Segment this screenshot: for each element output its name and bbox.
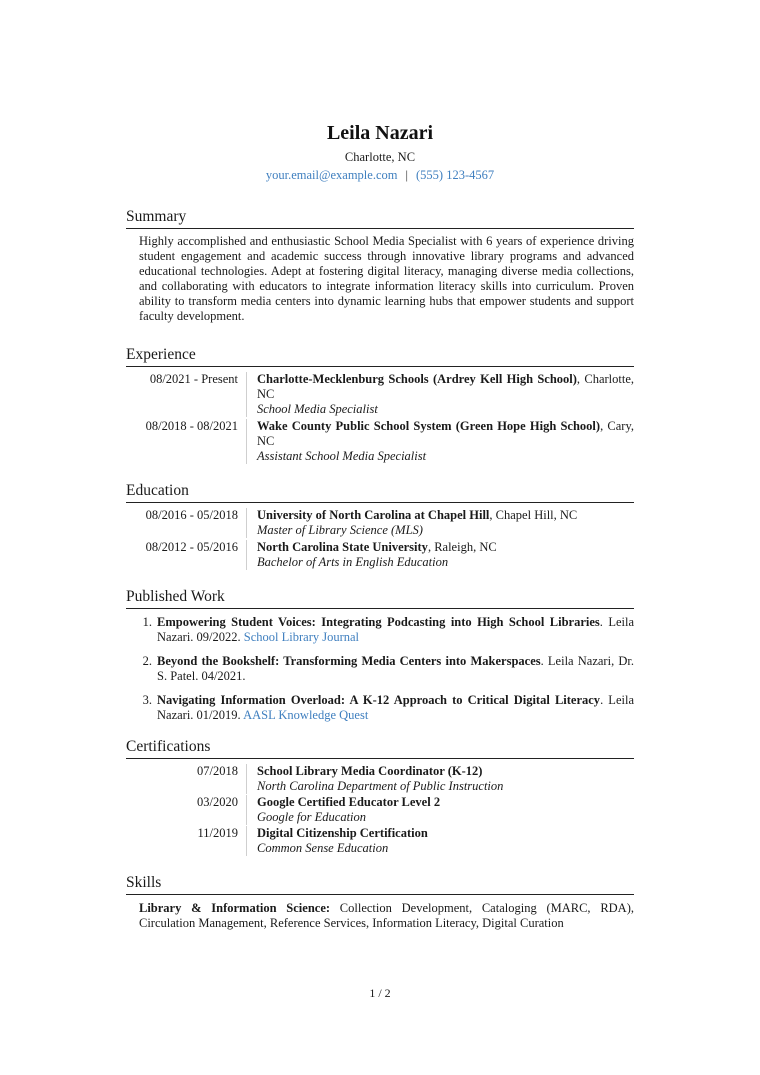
publication-text: [157, 615, 634, 645]
publication-title: Empowering Student Voices: Integrating Podcasting into High School Libraries: [157, 615, 600, 629]
entry-date: 03/2020: [197, 795, 238, 809]
entry-body: [246, 826, 634, 856]
skills-section: [126, 874, 634, 931]
publication-details: . Leila Nazari. 09/2022.: [157, 615, 634, 644]
entry-degree: Bachelor of Arts in English Education: [257, 555, 449, 569]
entry-body: [246, 795, 634, 825]
certification-name: Digital Citizenship Certification: [257, 826, 428, 840]
experience-section: [126, 346, 634, 464]
certification-name: Google Certified Educator Level 2: [257, 795, 441, 809]
entry-body: North Carolina State University, Raleigh, NC Bachelor of Arts in English Education: [246, 540, 634, 570]
page-number: 1 / 2: [369, 986, 391, 1000]
candidate-location: Charlotte, NC: [344, 150, 416, 164]
section-title-skills: Skills: [126, 874, 634, 895]
skills-list: Collection Development, Cataloging (MARC, RDA), Circulation Management, Reference Services, Information Literacy, Digital Curation: [139, 901, 634, 930]
entry-role: Assistant School Media Specialist: [257, 449, 427, 463]
entry-date: 08/2021 - Present: [149, 372, 238, 386]
section-title-summary: Summary: [126, 208, 634, 229]
entry-body: Charlotte-Mecklenburg Schools (Ardrey Kell High School), Charlotte, NC School Media Specialist: [246, 372, 634, 417]
publication-item: [126, 693, 634, 723]
publication-number: 3.: [142, 693, 152, 707]
experience-entry: [126, 419, 634, 464]
publication-number: 1.: [142, 615, 152, 629]
certification-entry: [126, 795, 634, 825]
certification-issuer: Common Sense Education: [257, 841, 389, 855]
section-title-publications: Published Work: [126, 588, 634, 609]
section-title-certifications: Certifications: [126, 738, 634, 759]
certification-issuer: North Carolina Department of Public Instruction: [257, 779, 504, 793]
experience-entry: [126, 372, 634, 417]
entry-organization: North Carolina State University: [257, 540, 428, 554]
publication-venue-link[interactable]: AASL Knowledge Quest: [243, 708, 369, 722]
publication-title: Beyond the Bookshelf: Transforming Media Centers into Makerspaces: [157, 654, 541, 668]
entry-location: Cary, NC: [257, 419, 635, 448]
entry-degree: Master of Library Science (MLS): [257, 523, 423, 537]
entry-location: Chapel Hill, NC: [495, 508, 578, 522]
entry-location: Charlotte, NC: [257, 372, 634, 401]
publication-text: [157, 693, 634, 723]
entry-body: University of North Carolina at Chapel Hill, Chapel Hill, NC Master of Library Science (MLS): [246, 508, 634, 538]
publication-details: . Leila Nazari, Dr. S. Patel. 04/2021.: [157, 654, 634, 683]
entry-body: Wake County Public School System (Green Hope High School), Cary, NC Assistant School Media Specialist: [246, 419, 634, 464]
entry-date: 08/2012 - 05/2016: [145, 540, 238, 554]
entry-body: [246, 764, 634, 794]
entry-organization: Charlotte-Mecklenburg Schools (Ardrey Kell High School): [257, 372, 577, 386]
entry-location: Raleigh, NC: [434, 540, 497, 554]
certifications-section: [126, 738, 634, 856]
education-entry: [126, 540, 634, 570]
entry-date: 08/2018 - 08/2021: [145, 419, 238, 433]
publication-title: Navigating Information Overload: A K-12 Approach to Critical Digital Literacy: [157, 693, 601, 707]
skills-text: [139, 901, 634, 931]
publication-text: [157, 654, 634, 684]
entry-organization: Wake County Public School System (Green Hope High School): [257, 419, 601, 433]
certification-entry: [126, 764, 634, 794]
publication-venue-link[interactable]: School Library Journal: [243, 630, 360, 644]
entry-date: 08/2016 - 05/2018: [145, 508, 238, 522]
publication-list: [126, 615, 634, 723]
education-section: [126, 482, 634, 570]
publication-item: [126, 654, 634, 684]
publications-section: [126, 588, 634, 723]
contact-line: [126, 166, 634, 184]
entry-organization: University of North Carolina at Chapel Hill: [257, 508, 490, 522]
certification-name: School Library Media Coordinator (K-12): [257, 764, 483, 778]
candidate-name: Leila Nazari: [326, 122, 434, 144]
section-title-education: Education: [126, 482, 634, 503]
summary-section: [126, 208, 634, 324]
publication-item: [126, 615, 634, 645]
education-entry: [126, 508, 634, 538]
skills-category-label: Library & Information Science:: [139, 901, 331, 915]
email-link[interactable]: your.email@example.com: [265, 168, 398, 182]
contact-separator: |: [405, 168, 408, 182]
entry-role: School Media Specialist: [257, 402, 378, 416]
phone-link[interactable]: (555) 123-4567: [416, 168, 495, 182]
certification-entry: [126, 826, 634, 856]
publication-number: 2.: [142, 654, 152, 668]
summary-text: Highly accomplished and enthusiastic School Media Specialist with 6 years of experience driving student engagement and academic success through innovative library programs and advanced educational technologies. Adept at fostering digital literacy, managing diverse media collections, and collaborating with educators to integrate information literacy skills into curriculum. Proven ability to transform media centers into dynamic learning hubs that empower students and support faculty development.: [139, 234, 634, 323]
resume-header: [126, 0, 634, 184]
section-title-experience: Experience: [126, 346, 634, 367]
entry-date: 07/2018: [197, 764, 238, 778]
entry-date: 11/2019: [197, 826, 238, 840]
certification-issuer: Google for Education: [257, 810, 367, 824]
resume-page: [126, 0, 634, 931]
publication-details: . Leila Nazari. 01/2019.: [157, 693, 634, 722]
